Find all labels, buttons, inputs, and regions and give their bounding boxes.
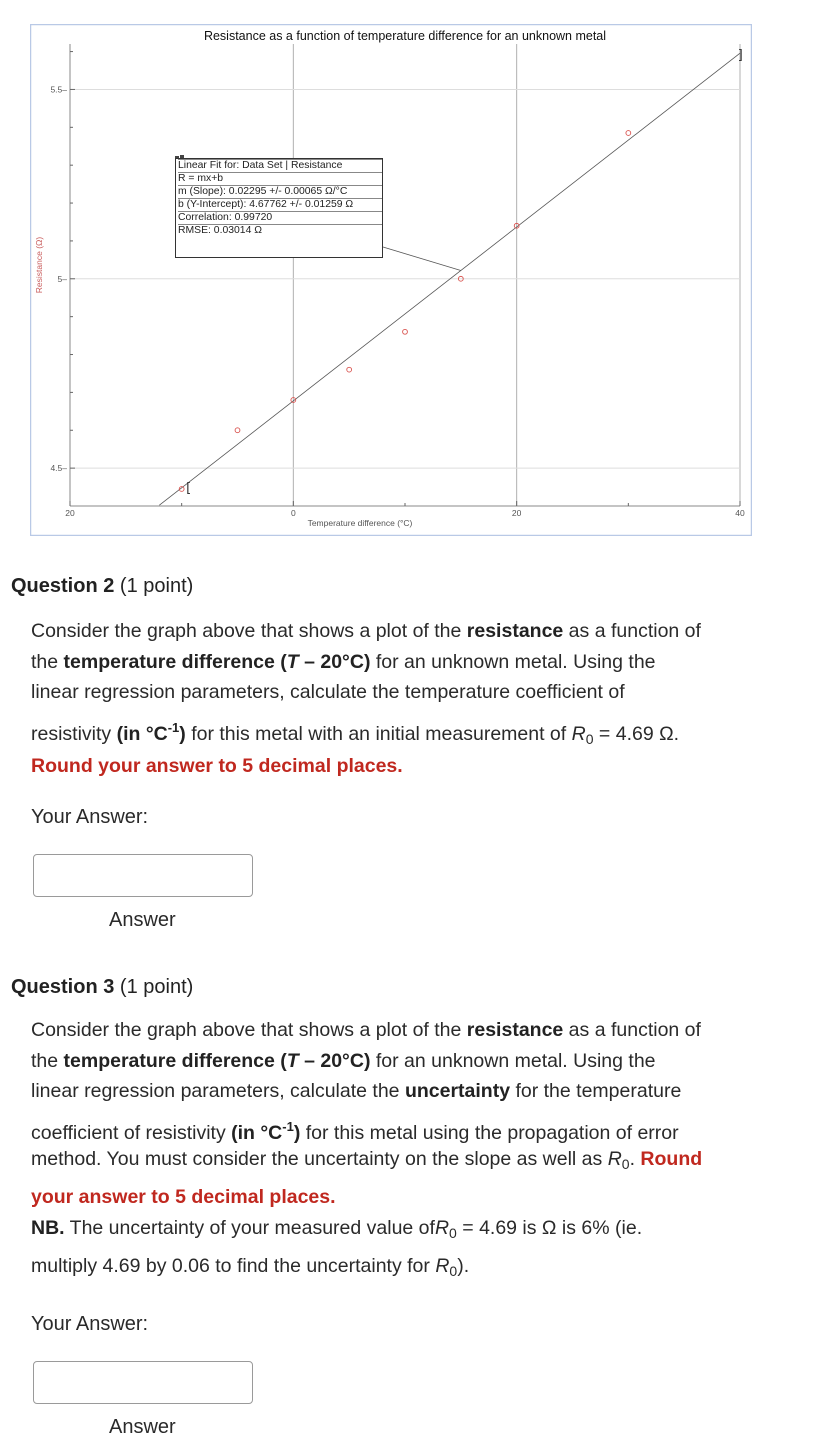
x-tick-label: 20 — [65, 508, 75, 518]
y-tick-label: 5.5– — [50, 84, 67, 95]
fit-box-intercept: b (Y-Intercept): 4.67762 +/- 0.01259 Ω — [178, 198, 382, 211]
answer-caption: Answer — [109, 1416, 176, 1438]
fit-box-slope: m (Slope): 0.02295 +/- 0.00065 Ω/°C — [178, 185, 382, 198]
fit-box-equation: R = mx+b — [178, 172, 382, 185]
x-tick-label: 0 — [290, 508, 296, 518]
chart-frame — [31, 25, 752, 536]
y-axis-label: Resistance (Ω) — [34, 236, 44, 294]
x-tick-label: 40 — [735, 508, 745, 518]
fit-box-correlation: Correlation: 0.99720 — [178, 211, 382, 224]
answer-input-q2[interactable] — [33, 854, 253, 897]
fit-bracket-end: ] — [737, 48, 743, 64]
y-tick-label: 5– — [57, 273, 67, 284]
answer-input-q3[interactable] — [33, 1361, 253, 1404]
resistance-chart — [30, 24, 752, 536]
fit-box-rmse: RMSE: 0.03014 Ω — [178, 224, 382, 237]
chart-title: Resistance as a function of temperature difference for an unknown metal — [203, 29, 607, 43]
your-answer-label: Your Answer: — [31, 806, 149, 828]
linear-fit-box[interactable] — [175, 158, 383, 258]
x-axis-label: Temperature difference (°C) — [307, 518, 413, 528]
chart-panel — [30, 24, 752, 536]
question-2-body: Consider the graph above that shows a plot of the resistance as a function of the temperature difference (T – 20°C) for an unknown metal. Using the linear regression parameters, calculate the temperature coefficient of resistivity (in $^\circ C^{-1}$) for this metal with an initial measurement of $R_0 = 4.69$ Ω. Round your answer to 5 decimal places. — [31, 620, 701, 777]
fit-bracket-start: [ — [186, 480, 192, 496]
fit-box-title: Linear Fit for: Data Set | Resistance — [178, 159, 382, 172]
x-tick-label: 20 — [511, 508, 522, 518]
y-tick-label: 4.5– — [50, 463, 67, 474]
question-3-body: Consider the graph above that shows a plot of the resistance as a function of the temperature difference (T – 20°C) for an unknown metal. Using the linear regression parameters, calculate the uncertainty for the temperature coefficient of resistivity (in $^\circ C^{-1}$) for this metal using the propagation of error method. You must consider the uncertainty on the slope as well as $R_0$. Round your answer to 5 decimal places. NB. The uncertainty of your measured value ofR$_0$ = 4.69 is Ω is 6% (ie. multiply 4.69 by 0.06 to find the uncertainty for $R_0$). — [31, 1019, 703, 1279]
answer-caption: Answer — [109, 909, 176, 931]
question-2-title: Question 2 (1 point) — [11, 575, 194, 597]
question-3-title: Question 3 (1 point) — [11, 976, 194, 998]
your-answer-label: Your Answer: — [31, 1313, 149, 1335]
